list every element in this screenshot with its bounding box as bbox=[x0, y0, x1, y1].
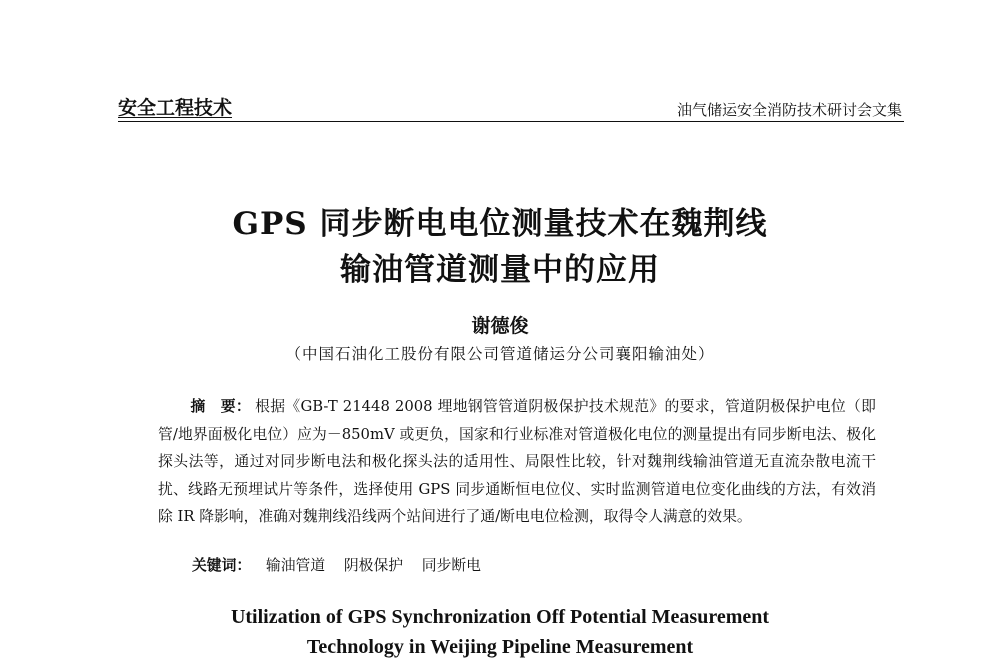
proceedings-title: 油气储运安全消防技术研讨会文集 bbox=[676, 101, 902, 119]
section-label: 安全工程技术 bbox=[118, 97, 233, 119]
paper-title-line-1: GPS 同步断电电位测量技术在魏荆线 bbox=[232, 206, 768, 242]
keywords-label: 关键词： bbox=[192, 557, 252, 574]
keywords bbox=[192, 554, 495, 575]
keyword: 阴极保护 bbox=[343, 557, 404, 574]
author-name: 谢德俊 bbox=[471, 315, 529, 337]
english-title-line-2: Technology in Weijing Pipeline Measurement bbox=[306, 636, 694, 658]
paper-title-line-2: 输油管道测量中的应用 bbox=[340, 252, 660, 288]
abstract-label: 摘 要： bbox=[190, 398, 252, 415]
abstract bbox=[158, 393, 876, 531]
abstract-text: 根据《GB-T 21448 2008 埋地钢管管道阴极保护技术规范》的要求，管道阴极保护电位（即管/地界面极化电位）应为－850mV 或更负，国家和行业标准对管道极化电位的测量提出有同步断电法、极化探头法等，通过对同步断电法和极化探头法的适用性、局限性比较，针对魏荆线输油管道无直流杂散电流干扰、线路无预埋试片等条件，选择使用 GPS 同步通断恒电位仪、实时监测管道电位变化曲线的方法，有效消除 IR 降影响，准确对魏荆线沿线两个站间进行了通/断电电位检测，取得令人满意的效果。 bbox=[158, 398, 876, 525]
author-affiliation: （中国石油化工股份有限公司管道储运分公司襄阳输油处） bbox=[285, 345, 715, 363]
keyword: 输油管道 bbox=[265, 557, 326, 574]
english-title-line-1: Utilization of GPS Synchronization Off Potential Measurement bbox=[230, 606, 770, 628]
keyword: 同步断电 bbox=[421, 557, 481, 574]
header-divider bbox=[118, 121, 904, 122]
